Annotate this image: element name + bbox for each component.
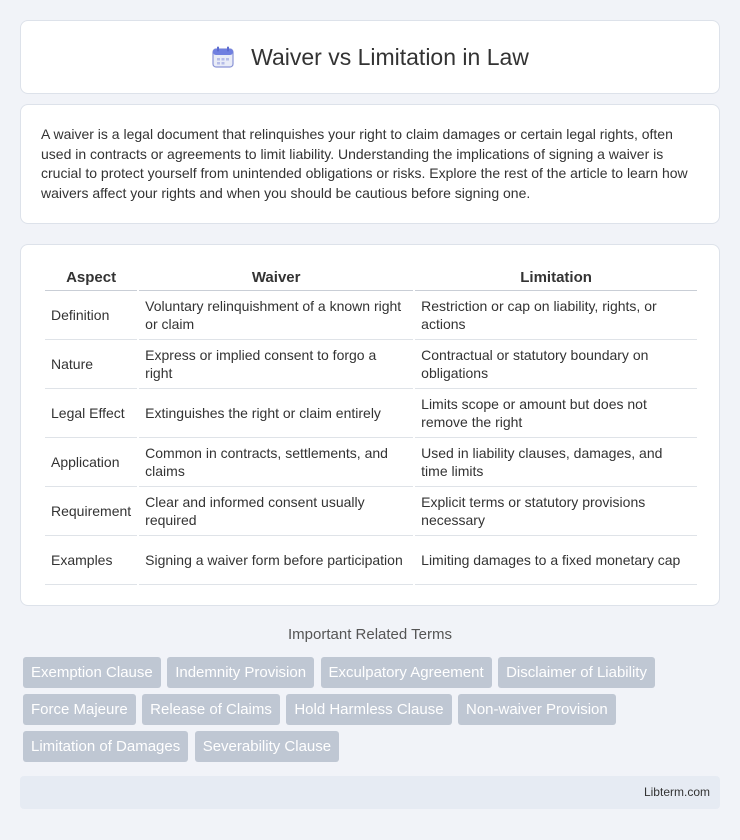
footer-site-link[interactable]: Libterm.com <box>643 785 710 799</box>
waiver-cell: Signing a waiver form before participation <box>139 536 413 585</box>
waiver-cell: Voluntary relinquishment of a known right or claim <box>139 291 413 340</box>
table-row <box>45 291 697 340</box>
limitation-cell: Used in liability clauses, damages, and time limits <box>415 438 697 487</box>
page-title: Waiver vs Limitation in Law <box>251 43 529 70</box>
related-term-tag[interactable]: Hold Harmless Clause <box>286 694 451 725</box>
related-term-tag[interactable]: Force Majeure <box>23 694 136 725</box>
footer <box>20 776 720 809</box>
limitation-cell: Explicit terms or statutory provisions necessary <box>415 487 697 536</box>
header-card <box>20 20 720 94</box>
limitation-cell: Limiting damages to a fixed monetary cap <box>415 536 697 585</box>
limitation-cell: Limits scope or amount but does not remove the right <box>415 389 697 438</box>
related-term-tag[interactable]: Exculpatory Agreement <box>321 657 492 688</box>
limitation-cell: Contractual or statutory boundary on obligations <box>415 340 697 389</box>
related-terms-title: Important Related Terms <box>288 626 452 643</box>
aspect-cell: Legal Effect <box>45 389 137 438</box>
calendar-icon <box>211 45 235 69</box>
comparison-table <box>43 265 699 585</box>
waiver-cell: Common in contracts, settlements, and claims <box>139 438 413 487</box>
comparison-table-card <box>20 244 720 606</box>
header-aspect: Aspect <box>45 265 137 291</box>
aspect-cell: Definition <box>45 291 137 340</box>
intro-card <box>20 104 720 224</box>
related-term-tag[interactable]: Indemnity Provision <box>167 657 314 688</box>
related-term-tag[interactable]: Exemption Clause <box>23 657 161 688</box>
related-terms-list <box>23 657 723 768</box>
waiver-cell: Clear and informed consent usually required <box>139 487 413 536</box>
header-waiver: Waiver <box>139 265 413 291</box>
aspect-cell: Nature <box>45 340 137 389</box>
table-row <box>45 438 697 487</box>
related-term-tag[interactable]: Non-waiver Provision <box>458 694 616 725</box>
table-row <box>45 536 697 585</box>
aspect-cell: Application <box>45 438 137 487</box>
related-term-tag[interactable]: Disclaimer of Liability <box>498 657 655 688</box>
table-row <box>45 340 697 389</box>
table-row <box>45 389 697 438</box>
header-limitation: Limitation <box>415 265 697 291</box>
waiver-cell: Extinguishes the right or claim entirely <box>139 389 413 438</box>
table-header-row <box>45 265 697 291</box>
aspect-cell: Requirement <box>45 487 137 536</box>
limitation-cell: Restriction or cap on liability, rights, or actions <box>415 291 697 340</box>
related-term-tag[interactable]: Limitation of Damages <box>23 731 188 762</box>
table-row <box>45 487 697 536</box>
aspect-cell: Examples <box>45 536 137 585</box>
related-term-tag[interactable]: Release of Claims <box>142 694 280 725</box>
intro-text: A waiver is a legal document that relinquishes your right to claim damages or certain legal rights, often used in contracts or agreements to limit liability. Understanding the implications of signing a waiver is crucial to protect yourself from unintended obligations or risks. Explore the rest of the article to learn how waivers affect your rights and when you should be cautious before signing one. <box>41 126 688 201</box>
related-term-tag[interactable]: Severability Clause <box>195 731 339 762</box>
waiver-cell: Express or implied consent to forgo a right <box>139 340 413 389</box>
